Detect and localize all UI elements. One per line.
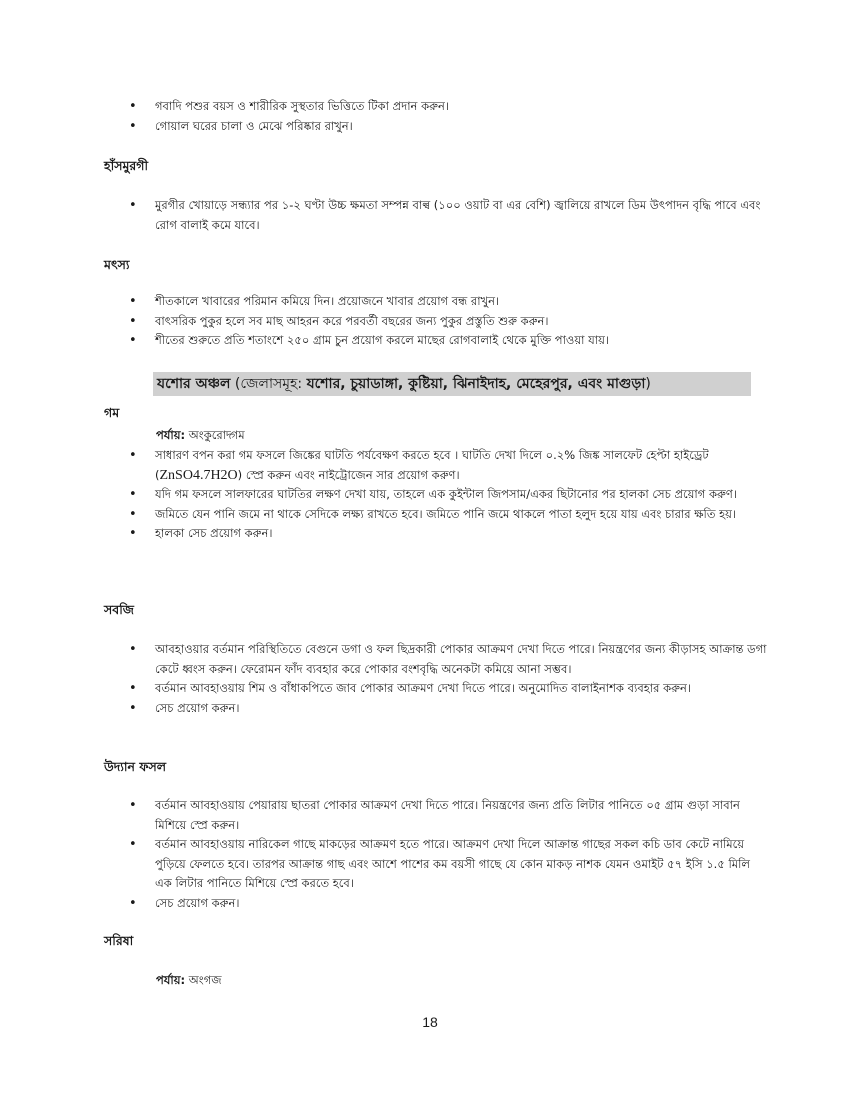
list-item: • শীতের শুরুতে প্রতি শতাংশে ২৫০ গ্রাম চুন প্রয়োগ করলে মাছের রোগবালাই থেকে মুক্তি পাওয়া যায়। — [129, 331, 769, 351]
region-close: ) — [645, 376, 651, 392]
list-item: • আবহাওয়ার বর্তমান পরিস্থিতিতে বেগুনে ডগা ও ফল ছিদ্রকারী পোকার আক্রমণ দেখা দিতে পারে। নিয়ন্ত্রণের জন্য কীড়াসহ আক্রান্ত ডগা কেটে ধ্বংস করুন। ফেরোমন ফাঁদ ব্যবহার করে পোকার বংশবৃদ্ধি অনেকটা কমিয়ে আনা সম্ভব। — [129, 640, 769, 679]
list-item — [129, 446, 769, 485]
section-heading-poultry: হাঁসমুরগী — [104, 158, 149, 173]
phase-value: অংকুরোদ্গম — [185, 428, 245, 442]
list-item: • গবাদি পশুর বয়স ও শারীরিক সুস্থতার ভিত্তিতে টিকা প্রদান করুন। — [129, 97, 769, 117]
list-item: • হালকা সেচ প্রয়োগ করুন। — [129, 524, 769, 544]
list-item: • জমিতে যেন পানি জমে না থাকে সেদিকে লক্ষ্য রাখতে হবে। জমিতে পানি জমে থাকলে পাতা হলুদ হয়ে যায় এবং চারার ক্ষতি হয়। — [129, 505, 769, 525]
region-districts: যশোর, চুয়াডাঙ্গা, কুষ্টিয়া, ঝিনাইদাহ, মেহেরপুর, এবং মাগুড়া — [306, 376, 646, 392]
fish-list — [129, 292, 769, 351]
list-item: • বর্তমান আবহাওয়ায় নারিকেল গাছে মাকড়ের আক্রমণ হতে পারে। আক্রমণ দেখা দিলে আক্রান্ত গাছের সকল কচি ডাব কেটে নামিয়ে পুড়িয়ে ফেলতে হবে। তারপর আক্রান্ত গাছ এবং আশে পাশের কম বয়সী গাছে যে কোন মাকড় নাশক যেমন ওমাইট ৫৭ ইসি ১.৫ মিলি এক লিটার পানিতে মিশিয়ে স্প্রে করতে হবে। — [129, 835, 769, 894]
section-heading-horticulture: উদ্যান ফসল — [104, 759, 167, 774]
chemical-formula: ZnSO4.7H2O — [159, 467, 238, 483]
list-item: • গোয়াল ঘরের চালা ও মেঝে পরিষ্কার রাখুন। — [129, 117, 769, 137]
region-banner — [153, 372, 751, 396]
list-item: • বর্তমান আবহাওয়ায় শিম ও বাঁধাকপিতে জাব পোকার আক্রমণ দেখা দিতে পারে। অনুমোদিত বালাইনাশক ব্যবহার করুন। — [129, 679, 769, 699]
section-heading-fish: মৎস্য — [104, 257, 130, 272]
region-districts-label: (জেলাসমূহ: — [230, 376, 307, 392]
section-heading-vegetables: সবজি — [104, 602, 134, 617]
list-item: • সেচ প্রয়োগ করুন। — [129, 894, 769, 914]
list-item: • মুরগীর খোয়াড়ে সন্ধ্যার পর ১-২ ঘণ্টা উচ্চ ক্ষমতা সম্পন্ন বাল্ব (১০০ ওয়াট বা এর বেশি) জ্বালিয়ে রাখলে ডিম উৎপাদন বৃদ্ধি পাবে এবং রোগ বালাই কমে যাবে। — [129, 196, 769, 235]
section-heading-wheat: গম — [104, 405, 120, 420]
page-number: 18 — [422, 1014, 438, 1030]
section-heading-mustard: সরিষা — [104, 933, 134, 948]
list-item: • শীতকালে খাবারের পরিমান কমিয়ে দিন। প্রয়োজনে খাবার প্রয়োগ বন্ধ রাখুন। — [129, 292, 769, 312]
poultry-list — [129, 196, 769, 235]
list-item: • যদি গম ফসলে সালফারের ঘাটতির লক্ষণ দেখা যায়, তাহলে এক কুইন্টাল জিপসাম/একর ছিটানোর পর হালকা সেচ প্রয়োগ করুণ। — [129, 485, 769, 505]
region-name: যশোর অঞ্চল — [157, 376, 231, 392]
phase-label: পর্যায়: — [156, 973, 186, 987]
list-item-text: ) স্প্রে করুন এবং নাইট্রোজেন সার প্রয়োগ করুণ। — [237, 467, 460, 482]
list-item: • সেচ প্রয়োগ করুন। — [129, 699, 769, 719]
list-item: • বাৎসরিক পুকুর হলে সব মাছ আহরন করে পরবর্তী বছরের জন্য পুকুর প্রস্তুতি শুরু করুন। — [129, 312, 769, 332]
vegetables-list — [129, 640, 769, 718]
phase-label: পর্যায়: — [156, 428, 186, 442]
list-item-text: সাধারণ বপন করা গম ফসলে জিঙ্কের ঘাটতি পর্যবেক্ষণ করতে হবে । ঘাটতি দেখা দিলে ০.২% জিঙ্ক সালফেট হেপ্টা হাইড্রেট ( — [155, 448, 709, 482]
wheat-list — [129, 446, 769, 544]
livestock-list — [129, 97, 769, 136]
list-item: • বর্তমান আবহাওয়ায় পেয়ারায় ছাতরা পোকার আক্রমণ দেখা দিতে পারে। নিয়ন্ত্রণের জন্য প্রতি লিটার পানিতে ০৫ গ্রাম গুড়া সাবান মিশিয়ে স্প্রে করুন। — [129, 796, 769, 835]
wheat-phase — [156, 427, 245, 446]
horticulture-list — [129, 796, 769, 913]
phase-value: অংগজ — [185, 973, 222, 987]
mustard-phase — [156, 972, 222, 991]
